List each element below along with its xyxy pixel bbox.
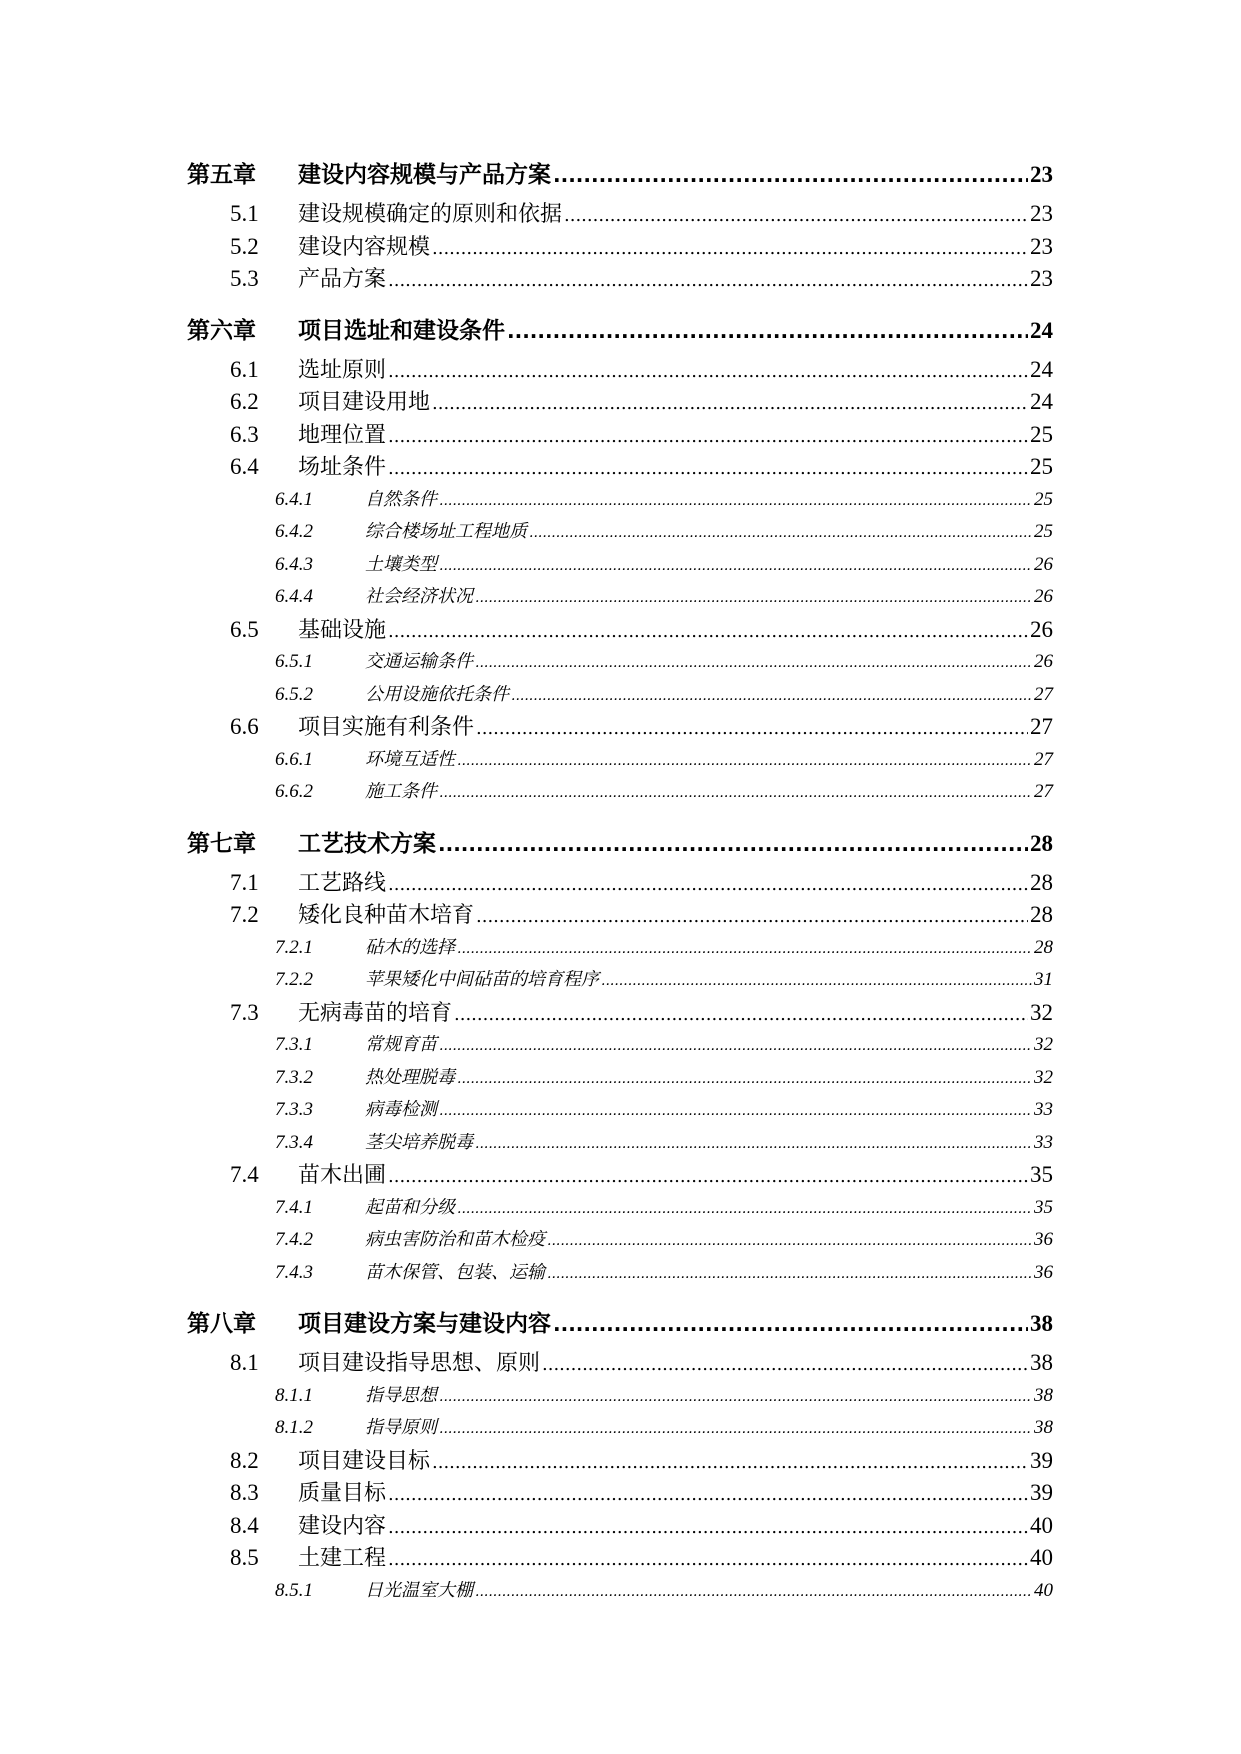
toc-entry-number: 6.6.1 (275, 748, 313, 770)
toc-subsection-entry[interactable] (187, 1412, 1053, 1445)
toc-entry-page-number: 40 (1034, 1579, 1053, 1601)
toc-entry-page-number: 23 (1030, 162, 1053, 187)
toc-entry-page-number: 27 (1034, 781, 1053, 802)
toc-entry-title: 工艺技术方案 (298, 830, 436, 857)
toc-entry-page-number: 28 (1034, 936, 1053, 958)
dot-leader (457, 744, 1032, 778)
dot-leader (476, 900, 1028, 934)
toc-entry-title: 施工条件 (365, 781, 437, 802)
toc-subsection-entry[interactable] (187, 744, 1053, 777)
toc-entry-number: 6.2 (230, 389, 259, 414)
toc-entry-number: 6.4.4 (275, 586, 313, 607)
toc-section-entry[interactable] (187, 354, 1053, 387)
toc-entry-number: 7.3.3 (275, 1099, 313, 1120)
toc-entry-number: 7.3 (230, 999, 259, 1025)
dot-leader (454, 998, 1028, 1032)
toc-subsection-entry[interactable] (187, 932, 1053, 965)
toc-entry-title: 常规育苗 (365, 1034, 437, 1055)
toc-entry-page-number: 23 (1030, 233, 1053, 259)
toc-entry-number: 6.6 (230, 714, 259, 739)
toc-section-entry[interactable] (187, 386, 1053, 419)
toc-entry-page-number: 40 (1030, 1512, 1053, 1538)
dot-leader (388, 1478, 1028, 1512)
toc-entry-page-number: 25 (1034, 488, 1053, 510)
toc-subsection-entry[interactable] (187, 484, 1053, 517)
toc-entry-number: 第五章 (187, 162, 256, 188)
toc-entry-number: 5.1 (230, 201, 259, 226)
toc-entry-page-number: 27 (1034, 748, 1053, 770)
toc-section-entry[interactable] (187, 1159, 1053, 1192)
toc-entry-title: 指导思想 (365, 1384, 437, 1406)
toc-entry-title: 砧木的选择 (365, 936, 455, 958)
toc-section-entry[interactable] (187, 867, 1053, 900)
toc-entry-page-number: 36 (1034, 1261, 1053, 1283)
toc-subsection-entry[interactable] (187, 776, 1053, 809)
toc-subsection-entry[interactable] (187, 1575, 1053, 1608)
dot-leader (547, 1257, 1032, 1291)
toc-subsection-entry[interactable] (187, 1127, 1053, 1160)
toc-entry-title: 茎尖培养脱毒 (365, 1131, 473, 1153)
toc-entry-title: 项目建设方案与建设内容 (298, 1311, 551, 1337)
toc-entry-page-number: 26 (1034, 553, 1053, 575)
dot-leader (439, 1380, 1032, 1414)
dot-leader (388, 1511, 1028, 1545)
toc-section-entry[interactable] (187, 899, 1053, 932)
dot-leader (439, 484, 1032, 518)
toc-chapter-entry[interactable] (187, 821, 1053, 867)
toc-entry-title: 矮化良种苗木培育 (298, 903, 475, 928)
toc-entry-page-number: 40 (1030, 1545, 1053, 1570)
toc-section-entry[interactable] (187, 1510, 1053, 1543)
toc-entry-number: 6.5 (230, 616, 259, 642)
toc-entry-title: 起苗和分级 (365, 1196, 455, 1218)
toc-entry-page-number: 36 (1034, 1229, 1053, 1250)
toc-subsection-entry[interactable] (187, 646, 1053, 679)
toc-entry-title: 产品方案 (298, 267, 387, 292)
chapter-gap (187, 1289, 1053, 1301)
dot-leader (388, 1160, 1028, 1194)
toc-entry-page-number: 38 (1034, 1417, 1053, 1438)
toc-entry-page-number: 25 (1030, 421, 1053, 447)
dot-leader (438, 821, 1028, 867)
toc-entry-number: 7.4.1 (275, 1196, 313, 1218)
toc-entry-page-number: 25 (1030, 454, 1053, 479)
dot-leader (564, 199, 1028, 233)
dot-leader (388, 1543, 1028, 1577)
dot-leader (547, 1224, 1032, 1258)
toc-subsection-entry[interactable] (187, 1094, 1053, 1127)
toc-entry-title: 日光温室大棚 (365, 1579, 473, 1601)
toc-entry-number: 7.4 (230, 1162, 259, 1187)
dot-leader (439, 1412, 1032, 1446)
toc-entry-page-number: 32 (1034, 1066, 1053, 1088)
toc-section-entry[interactable] (187, 614, 1053, 647)
toc-entry-number: 第七章 (187, 830, 256, 857)
toc-subsection-entry[interactable] (187, 1029, 1053, 1062)
toc-entry-title: 项目选址和建设条件 (298, 317, 505, 344)
toc-subsection-entry[interactable] (187, 581, 1053, 614)
table-of-contents (187, 152, 1053, 1607)
toc-entry-number: 第六章 (187, 317, 256, 344)
toc-entry-page-number: 32 (1034, 1034, 1053, 1055)
toc-section-entry[interactable] (187, 1477, 1053, 1510)
toc-entry-number: 6.4.1 (275, 488, 313, 510)
toc-entry-page-number: 27 (1034, 683, 1053, 705)
dot-leader (475, 1127, 1032, 1161)
toc-entry-number: 6.1 (230, 356, 259, 382)
toc-entry-page-number: 39 (1030, 1447, 1053, 1473)
dot-leader (553, 1301, 1028, 1347)
toc-subsection-entry[interactable] (187, 516, 1053, 549)
toc-entry-number: 5.2 (230, 233, 259, 259)
toc-chapter-entry[interactable] (187, 152, 1053, 198)
toc-entry-title: 自然条件 (365, 488, 437, 510)
toc-entry-title: 病虫害防治和苗木检疫 (365, 1229, 545, 1250)
toc-entry-number: 7.2.1 (275, 936, 313, 958)
dot-leader (439, 1094, 1032, 1128)
dot-leader (457, 1062, 1032, 1096)
toc-entry-title: 建设规模确定的原则和依据 (298, 202, 563, 227)
toc-entry-title: 基础设施 (298, 617, 387, 643)
toc-subsection-entry[interactable] (187, 679, 1053, 712)
toc-entry-title: 项目实施有利条件 (298, 715, 475, 740)
toc-section-entry[interactable] (187, 1542, 1053, 1575)
dot-leader (388, 868, 1028, 902)
toc-entry-number: 6.4 (230, 454, 259, 479)
chapter-gap (187, 809, 1053, 821)
toc-section-entry[interactable] (187, 1445, 1053, 1478)
toc-entry-number: 7.3.1 (275, 1034, 313, 1055)
toc-section-entry[interactable] (187, 997, 1053, 1030)
toc-entry-number: 7.3.2 (275, 1066, 313, 1088)
toc-section-entry[interactable] (187, 231, 1053, 264)
toc-entry-title: 热处理脱毒 (365, 1066, 455, 1088)
dot-leader (439, 776, 1032, 810)
dot-leader (553, 152, 1028, 198)
toc-section-entry[interactable] (187, 198, 1053, 231)
toc-entry-title: 质量目标 (298, 1481, 387, 1506)
toc-entry-page-number: 26 (1034, 586, 1053, 607)
toc-entry-title: 苹果矮化中间砧苗的培育程序 (365, 969, 599, 990)
toc-entry-title: 指导原则 (365, 1417, 437, 1438)
dot-leader (439, 549, 1032, 583)
toc-entry-page-number: 28 (1030, 869, 1053, 895)
toc-entry-number: 7.4.3 (275, 1261, 313, 1283)
toc-entry-title: 苗木出圃 (298, 1163, 387, 1188)
toc-entry-number: 6.6.2 (275, 781, 313, 802)
toc-entry-title: 建设内容 (298, 1513, 387, 1539)
toc-entry-page-number: 24 (1030, 389, 1053, 414)
toc-subsection-entry[interactable] (187, 1224, 1053, 1257)
toc-entry-title: 综合楼场址工程地质 (365, 521, 527, 542)
toc-entry-title: 土建工程 (298, 1546, 387, 1571)
toc-entry-number: 第八章 (187, 1311, 256, 1337)
toc-entry-number: 7.4.2 (275, 1229, 313, 1250)
toc-entry-title: 社会经济状况 (365, 586, 473, 607)
dot-leader (542, 1348, 1028, 1382)
dot-leader (475, 646, 1032, 680)
toc-entry-page-number: 27 (1030, 714, 1053, 739)
dot-leader (476, 712, 1028, 746)
dot-leader (475, 1575, 1032, 1609)
toc-entry-page-number: 33 (1034, 1099, 1053, 1120)
toc-section-entry[interactable] (187, 263, 1053, 296)
toc-entry-number: 8.1.2 (275, 1417, 313, 1438)
toc-entry-page-number: 26 (1034, 651, 1053, 672)
toc-chapter-entry[interactable] (187, 308, 1053, 354)
dot-leader (432, 387, 1028, 421)
toc-entry-number: 6.5.2 (275, 683, 313, 705)
toc-entry-number: 6.4.2 (275, 521, 313, 542)
dot-leader (457, 932, 1032, 966)
toc-subsection-entry[interactable] (187, 1192, 1053, 1225)
toc-section-entry[interactable] (187, 419, 1053, 452)
dot-leader (529, 516, 1032, 550)
dot-leader (388, 615, 1028, 649)
toc-subsection-entry[interactable] (187, 964, 1053, 997)
toc-entry-title: 项目建设目标 (298, 1448, 431, 1474)
toc-entry-number: 7.2.2 (275, 969, 313, 990)
toc-section-entry[interactable] (187, 1347, 1053, 1380)
toc-entry-number: 6.4.3 (275, 553, 313, 575)
toc-entry-title: 交通运输条件 (365, 651, 473, 672)
toc-entry-number: 6.3 (230, 421, 259, 447)
dot-leader (457, 1192, 1032, 1226)
dot-leader (601, 964, 1032, 998)
toc-entry-page-number: 26 (1030, 616, 1053, 642)
toc-entry-number: 7.3.4 (275, 1131, 313, 1153)
toc-entry-page-number: 38 (1034, 1384, 1053, 1406)
toc-entry-number: 7.1 (230, 869, 259, 895)
toc-chapter-entry[interactable] (187, 1301, 1053, 1347)
toc-entry-number: 8.3 (230, 1480, 259, 1505)
toc-entry-title: 无病毒苗的培育 (298, 1000, 453, 1026)
toc-entry-title: 项目建设用地 (298, 390, 431, 415)
toc-entry-title: 环境互适性 (365, 748, 455, 770)
toc-entry-title: 建设内容规模与产品方案 (298, 162, 551, 188)
dot-leader (507, 308, 1028, 354)
dot-leader (432, 232, 1028, 266)
toc-entry-title: 场址条件 (298, 455, 387, 480)
toc-entry-page-number: 39 (1030, 1480, 1053, 1505)
toc-entry-number: 8.2 (230, 1447, 259, 1473)
dot-leader (439, 1029, 1032, 1063)
dot-leader (511, 679, 1032, 713)
toc-entry-page-number: 23 (1030, 201, 1053, 226)
toc-entry-title: 工艺路线 (298, 870, 387, 896)
toc-entry-title: 苗木保管、包装、运输 (365, 1261, 545, 1283)
toc-section-entry[interactable] (187, 451, 1053, 484)
toc-entry-title: 公用设施依托条件 (365, 683, 509, 705)
toc-entry-title: 项目建设指导思想、原则 (298, 1351, 541, 1376)
toc-entry-title: 地理位置 (298, 422, 387, 448)
toc-entry-number: 8.4 (230, 1512, 259, 1538)
toc-entry-number: 8.5 (230, 1545, 259, 1570)
toc-entry-number: 8.1.1 (275, 1384, 313, 1406)
toc-entry-number: 8.5.1 (275, 1579, 313, 1601)
toc-entry-title: 土壤类型 (365, 553, 437, 575)
dot-leader (388, 355, 1028, 389)
toc-entry-number: 6.5.1 (275, 651, 313, 672)
toc-subsection-entry[interactable] (187, 1257, 1053, 1290)
toc-entry-page-number: 28 (1030, 830, 1053, 856)
dot-leader (388, 420, 1028, 454)
toc-entry-page-number: 35 (1030, 1162, 1053, 1187)
toc-entry-number: 8.1 (230, 1350, 259, 1375)
dot-leader (388, 452, 1028, 486)
toc-entry-page-number: 24 (1030, 317, 1053, 343)
toc-entry-page-number: 35 (1034, 1196, 1053, 1218)
toc-entry-title: 建设内容规模 (298, 234, 431, 260)
toc-subsection-entry[interactable] (187, 549, 1053, 582)
toc-section-entry[interactable] (187, 711, 1053, 744)
toc-entry-title: 病毒检测 (365, 1099, 437, 1120)
toc-entry-page-number: 28 (1030, 902, 1053, 927)
toc-entry-page-number: 23 (1030, 266, 1053, 291)
toc-entry-page-number: 24 (1030, 356, 1053, 382)
toc-subsection-entry[interactable] (187, 1062, 1053, 1095)
toc-entry-title: 选址原则 (298, 357, 387, 383)
dot-leader (388, 264, 1028, 298)
dot-leader (475, 581, 1032, 615)
toc-entry-number: 5.3 (230, 266, 259, 291)
toc-entry-page-number: 33 (1034, 1131, 1053, 1153)
toc-entry-page-number: 32 (1030, 999, 1053, 1025)
toc-entry-page-number: 38 (1030, 1350, 1053, 1375)
toc-entry-page-number: 38 (1030, 1311, 1053, 1336)
toc-entry-number: 7.2 (230, 902, 259, 927)
toc-subsection-entry[interactable] (187, 1380, 1053, 1413)
toc-entry-page-number: 25 (1034, 521, 1053, 542)
dot-leader (432, 1446, 1028, 1480)
toc-entry-page-number: 31 (1034, 969, 1053, 990)
